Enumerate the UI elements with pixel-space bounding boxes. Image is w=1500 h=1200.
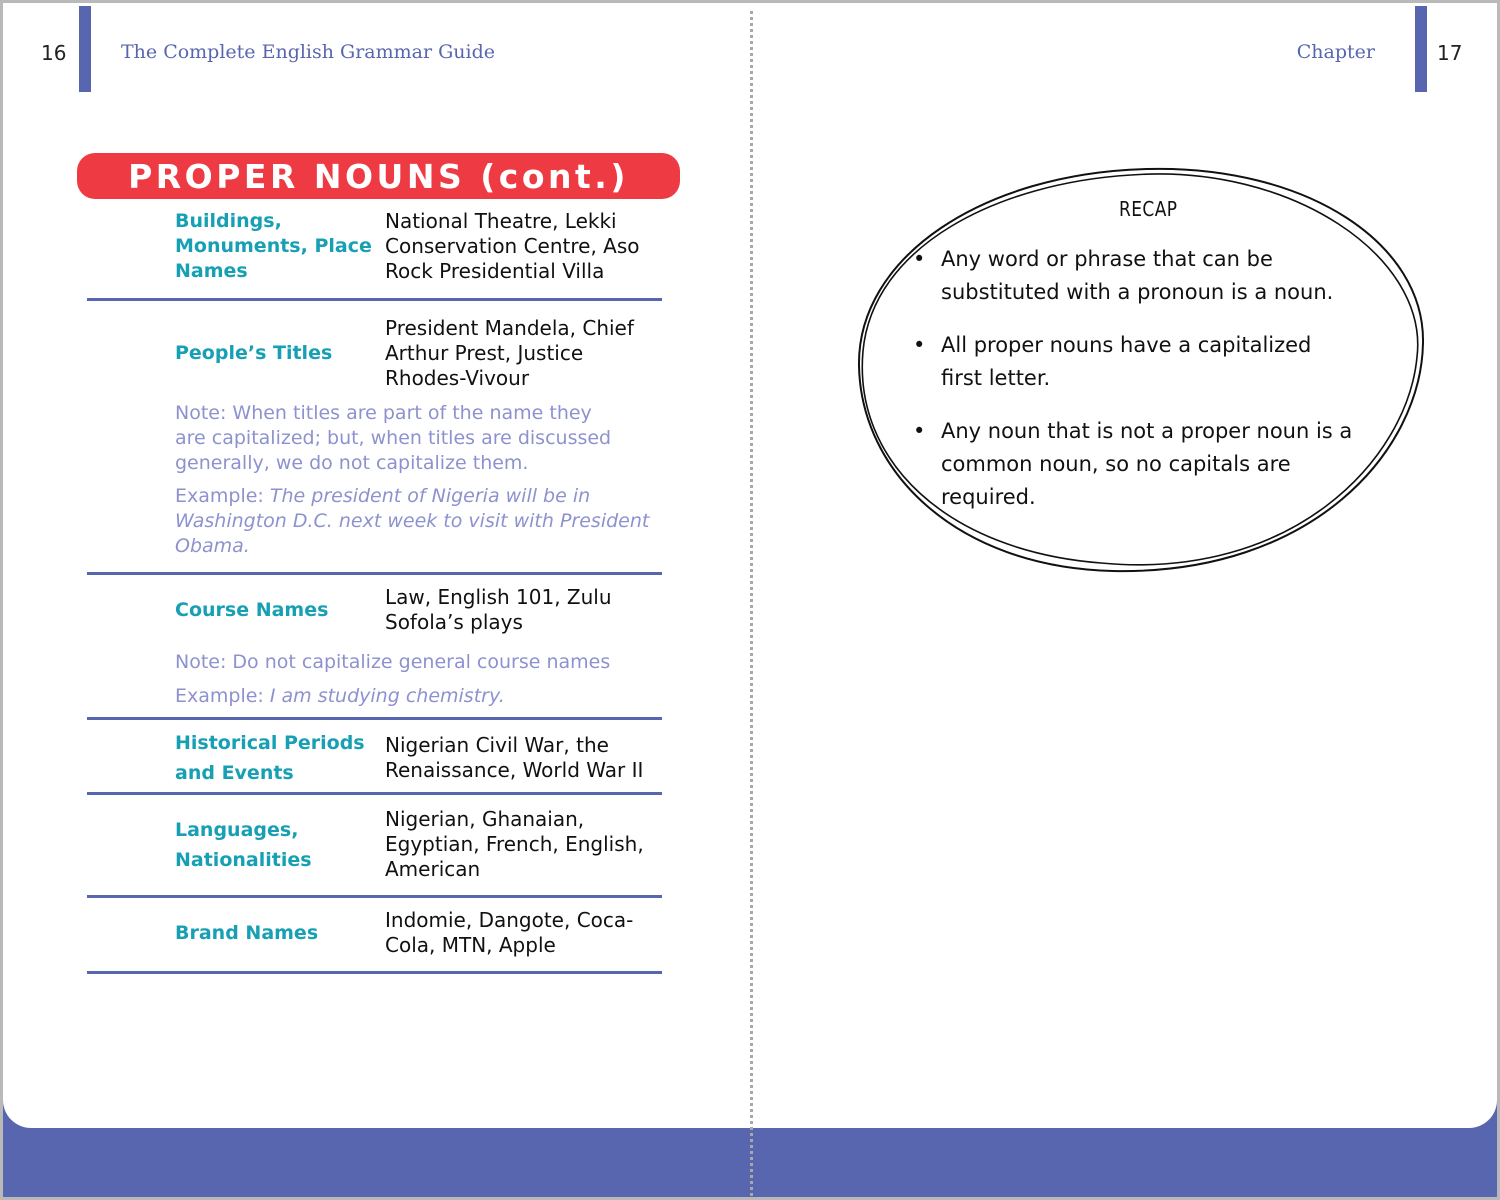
page-number-right: 17 — [1437, 41, 1463, 65]
row-examples: President Mandela, Chief Arthur Prest, Justice Rhodes-Vivour — [385, 316, 634, 390]
example-label: Example: — [175, 485, 270, 507]
bullet-icon: • — [913, 419, 926, 443]
row-examples: Law, English 101, Zulu Sofola’s plays — [385, 585, 612, 634]
table-row — [87, 203, 662, 301]
recap-item — [913, 415, 1353, 514]
row-example-line — [175, 484, 662, 559]
row-examples: National Theatre, Lekki Conservation Centre, Aso Rock Presidential Villa — [385, 209, 640, 283]
recap-bubble — [851, 161, 1433, 585]
row-note: Note: When titles are part of the name they are capitalized; but, when titles are discussed generally, we do not capitalize them. — [175, 402, 612, 474]
table-row — [87, 898, 662, 974]
row-category: Languages, Nationalities — [175, 818, 312, 871]
page-tab-right — [1415, 6, 1427, 92]
recap-item-text: Any noun that is not a proper noun is a common noun, so no capitals are required. — [941, 419, 1353, 509]
row-examples: Nigerian, Ghanaian, Egyptian, French, English, American — [385, 807, 644, 881]
proper-nouns-table — [87, 203, 662, 974]
row-category: Brand Names — [175, 921, 319, 944]
bullet-icon: • — [913, 333, 926, 357]
table-row — [87, 795, 662, 898]
row-category: Buildings, Monuments, Place Names — [175, 210, 372, 282]
example-sentence: The president of Nigeria will be in Washington D.C. next week to visit with President Obama. — [175, 485, 650, 557]
row-category: People’s Titles — [175, 342, 333, 364]
row-category: Course Names — [175, 598, 329, 621]
section-title: PROPER NOUNS (cont.) — [128, 156, 629, 196]
recap-item-text: All proper nouns have a capitalized first letter. — [941, 333, 1312, 390]
row-category: Historical Periods and Events — [175, 732, 365, 784]
spine-divider — [750, 11, 753, 1196]
page-number-left: 16 — [41, 41, 67, 65]
example-sentence: I am studying chemistry. — [269, 685, 505, 707]
running-head-left: The Complete English Grammar Guide — [121, 41, 496, 63]
row-note: Note: Do not capitalize general course names — [175, 651, 611, 673]
table-row — [87, 301, 662, 575]
recap-item — [913, 243, 1353, 309]
recap-item-text: Any word or phrase that can be substituted with a pronoun is a noun. — [941, 247, 1334, 304]
bullet-icon: • — [913, 247, 926, 271]
recap-item — [913, 329, 1353, 395]
example-label: Example: — [175, 685, 270, 707]
row-examples: Nigerian Civil War, the Renaissance, World War II — [385, 733, 644, 782]
row-examples: Indomie, Dangote, Coca-Cola, MTN, Apple — [385, 908, 634, 957]
row-example-line — [175, 684, 662, 709]
table-row — [87, 720, 662, 795]
table-row — [87, 575, 662, 720]
section-banner — [77, 153, 680, 199]
page-tab-left — [79, 6, 91, 92]
running-head-right: Chapter — [1296, 41, 1375, 63]
recap-list — [913, 243, 1353, 534]
recap-title: RECAP — [1119, 197, 1178, 221]
